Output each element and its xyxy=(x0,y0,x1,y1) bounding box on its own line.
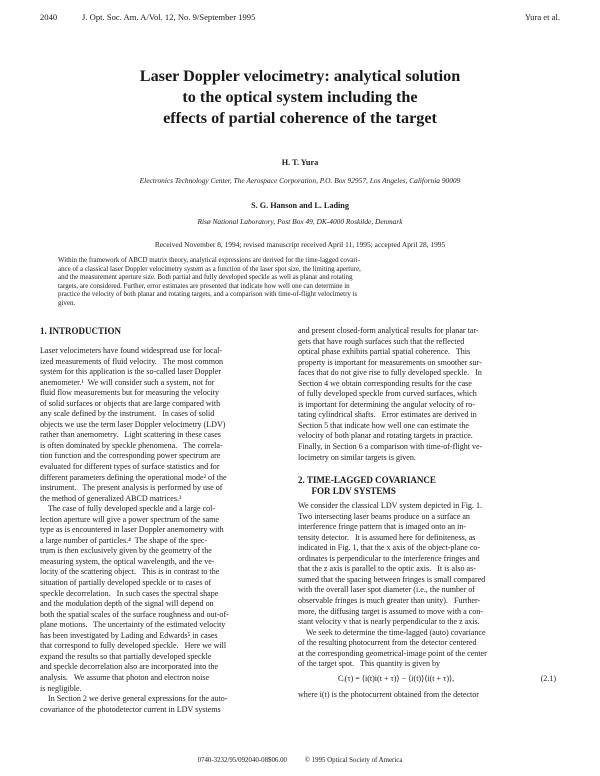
text-line: system for this application is the so-called laser Doppler xyxy=(40,367,222,377)
section2-body xyxy=(298,501,560,670)
text-line: Section 5 that indicate how well one can estimate the xyxy=(298,420,469,430)
text-line: ordinates is perpendicular to the interference fringes and xyxy=(298,553,480,563)
text-line: and the modulation depth of the signal will depend on xyxy=(40,599,214,609)
text-line: that the z axis is parallel to the optic axis. It is also as- xyxy=(298,564,476,574)
section-heading-covariance: 2. TIME-LAGGED COVARIANCE xyxy=(298,475,436,486)
text-line: In Section 2 we derive general expressions for the auto- xyxy=(40,694,228,704)
text-line: instrument. The present analysis is performed by use of xyxy=(40,483,223,493)
text-line: with the overall laser spot diameter (i.e., the number of xyxy=(298,585,475,595)
section-heading-introduction: 1. INTRODUCTION xyxy=(40,326,122,336)
abstract-line: Within the framework of ABCD matrix theory, analytical expressions are derived for the time-lagged covari- xyxy=(58,256,360,264)
abstract-line: and the measurement aperture size. Both partial and fully developed speckle as well as planar and rotating xyxy=(58,273,353,282)
text-line: ized measurements of fluid velocity. The most common xyxy=(40,356,224,366)
text-line: the method of generalized ABCD matrices.³ xyxy=(40,493,182,503)
page-number: 2040 xyxy=(40,12,58,22)
text-line: indicated in Fig. 1, that the x axis of the object-plane co- xyxy=(298,543,481,553)
text-line: faces that do not give rise to fully developed speckle. In xyxy=(298,368,482,378)
text-line: of the target spot. This quantity is given by xyxy=(298,659,441,669)
abstract-line: practice the velocity of both planar and rotating targets, and a comparison with time-of-flight velocimetry is xyxy=(58,290,358,299)
intro-body xyxy=(40,346,290,715)
intro-continued-body xyxy=(298,326,560,463)
text-line: situation of partially developed speckle or to cases of xyxy=(40,578,212,588)
section2-body-cont xyxy=(298,690,560,701)
text-line: and present closed-form analytical results for planar tar- xyxy=(298,326,479,335)
text-line: analysis. We assume that photon and electron noise xyxy=(40,672,210,682)
left-column xyxy=(40,326,290,715)
text-line: has been investigated by Lading and Edwards⁵ in cases xyxy=(40,630,218,640)
text-line: velocity of both planar and rotating targets in practice. xyxy=(298,431,473,441)
abstract-line: ance of a classical laser Doppler velocimetry system as a function of the laser spot size, the limiting aperture, xyxy=(58,264,361,273)
text-line: type as is encountered in laser Doppler anemometry with xyxy=(40,525,224,535)
text-line: different parameters defining the operational mode² of the xyxy=(40,472,227,482)
affiliation-1: Electronics Technology Center, The Aerospace Corporation, P.O. Box 92957, Los Angeles, California 90009 xyxy=(139,176,461,185)
text-line: trum is then exclusively given by the geometry of the xyxy=(40,546,212,556)
affiliation-2: Risø National Laboratory, Post Box 49, DK-4000 Roskilde, Denmark xyxy=(197,217,403,226)
text-line: Laser velocimeters have found widespread use for local- xyxy=(40,346,223,355)
running-header xyxy=(40,12,560,26)
paper-title xyxy=(40,66,560,129)
text-line: locity of the scattering object. This is in contrast to the xyxy=(40,567,220,577)
abstract-line: given. xyxy=(58,298,76,307)
equation-expression: Cᵢ(τ) = ⟨i(t)i(t + τ)⟩ − ⟨i(t)⟩⟨i(t + τ)⟩, xyxy=(338,673,455,683)
text-line: observable fringes is much greater than unity). Further- xyxy=(298,596,481,606)
journal-citation: J. Opt. Soc. Am. A/Vol. 12, No. 9/September 1995 xyxy=(82,12,256,22)
right-column xyxy=(298,326,560,700)
text-line: both the spatial scales of the surface roughness and out-of- xyxy=(40,609,229,619)
text-line: of fully developed speckle from curved surfaces, which xyxy=(298,389,477,399)
text-line: is often dominated by speckle phenomena. The correla- xyxy=(40,440,223,450)
text-line: is negligible. xyxy=(40,683,82,693)
text-line: fluid flow measurements but for measuring the velocity xyxy=(40,388,219,398)
text-line: plane motions. The uncertainty of the estimated velocity xyxy=(40,620,226,630)
text-line: anemometer.¹ We will consider such a system, not for xyxy=(40,377,215,387)
received-dates: Received November 8, 1994; revised manuscript received April 11, 1995; accepted April 28, 1995 xyxy=(154,240,446,249)
title-line: to the optical system including the xyxy=(182,88,418,106)
text-line: Finally, in Section 6 a comparison with time-of-flight ve- xyxy=(298,442,483,452)
footer xyxy=(0,757,600,764)
text-line: lection aperture will give a power spectrum of the same xyxy=(40,514,219,524)
text-line: of solid surfaces or objects that are large compared with xyxy=(40,398,221,408)
text-line: locimetry on similar targets is given. xyxy=(298,452,416,462)
text-line: sumed that the spacing between fringes is small compared xyxy=(298,574,486,584)
text-line: interference fringe pattern that is imaged onto an in- xyxy=(298,522,467,532)
title-line: effects of partial coherence of the target xyxy=(163,109,437,127)
text-line: tion function and the corresponding power spectrum are xyxy=(40,451,221,461)
equation-number: (2.1) xyxy=(540,673,556,683)
text-line: at the corresponding geometrical-image point of the center xyxy=(298,648,487,658)
text-line: and speckle decorrelation also are incorporated into the xyxy=(40,662,219,672)
text-line: We seek to determine the time-lagged (auto) covariance xyxy=(298,627,486,637)
equation-2-1 xyxy=(298,674,560,688)
author-line-1: H. T. Yura xyxy=(281,158,319,167)
text-line: optical phase exhibits partial spatial coherence. This xyxy=(298,347,471,357)
text-line: The case of fully developed speckle and a large col- xyxy=(40,504,216,514)
text-line: measuring system, the optical wavelength, and the ve- xyxy=(40,556,215,566)
text-line: expand the results so that partially developed speckle xyxy=(40,651,212,661)
text-line: that correspond to fully developed speckle. Here we will xyxy=(40,641,227,651)
text-line: objects we use the term laser Doppler velocimetry (LDV) xyxy=(40,419,226,429)
text-line: a large number of particles.⁴ The shape of the spec- xyxy=(40,535,208,545)
text-line: stant velocity v that is nearly perpendicular to the z axis. xyxy=(298,617,480,627)
title-line: Laser Doppler velocimetry: analytical solution xyxy=(139,67,461,85)
abstract-line: targets, are considered. Further, error estimates are presented that indicate how well one can determine in xyxy=(58,281,350,290)
text-line: any scale defined by the instrument. In cases of solid xyxy=(40,409,215,419)
section-heading-covariance-cont: FOR LDV SYSTEMS xyxy=(298,486,396,497)
author-line-2: S. G. Hanson and L. Lading xyxy=(251,201,349,210)
text-line: We consider the classical LDV system depicted in Fig. 1. xyxy=(298,501,483,511)
abstract xyxy=(58,256,544,308)
text-line: is important for determining the angular velocity of ro- xyxy=(298,399,475,409)
text-line: Two intersecting laser beams produce on a surface an xyxy=(298,511,470,521)
text-line: tensity detector. It is assumed here for definiteness, as xyxy=(298,532,476,542)
text-line: more, the diffusing target is assumed to move with a con- xyxy=(298,606,483,616)
text-line: Section 4 we obtain corresponding results for the case xyxy=(298,378,472,388)
text-line: where i(t) is the photocurrent obtained from the detector xyxy=(298,689,479,699)
text-line: rather than anemometry. Light scattering in these cases xyxy=(40,430,221,440)
text-line: tating cylindrical shafts. Error estimates are derived in xyxy=(298,410,477,420)
text-line: property is important for measurements on smoother sur- xyxy=(298,357,482,367)
text-line: covariance of the photodetector current in LDV systems xyxy=(40,704,221,714)
footer-copyright: © 1995 Optical Society of America xyxy=(304,757,403,764)
footer-code: 0740-3232/95/092040-08$06.00 xyxy=(197,757,287,764)
running-author: Yura et al. xyxy=(524,12,560,22)
text-line: of the resulting photocurrent from the detector centered xyxy=(298,638,477,648)
text-line: speckle decorrelation. In such cases the spectral shape xyxy=(40,588,219,598)
text-line: evaluated for different types of surface statistics and for xyxy=(40,462,220,472)
text-line: gets that have rough surfaces such that the reflected xyxy=(298,336,465,346)
